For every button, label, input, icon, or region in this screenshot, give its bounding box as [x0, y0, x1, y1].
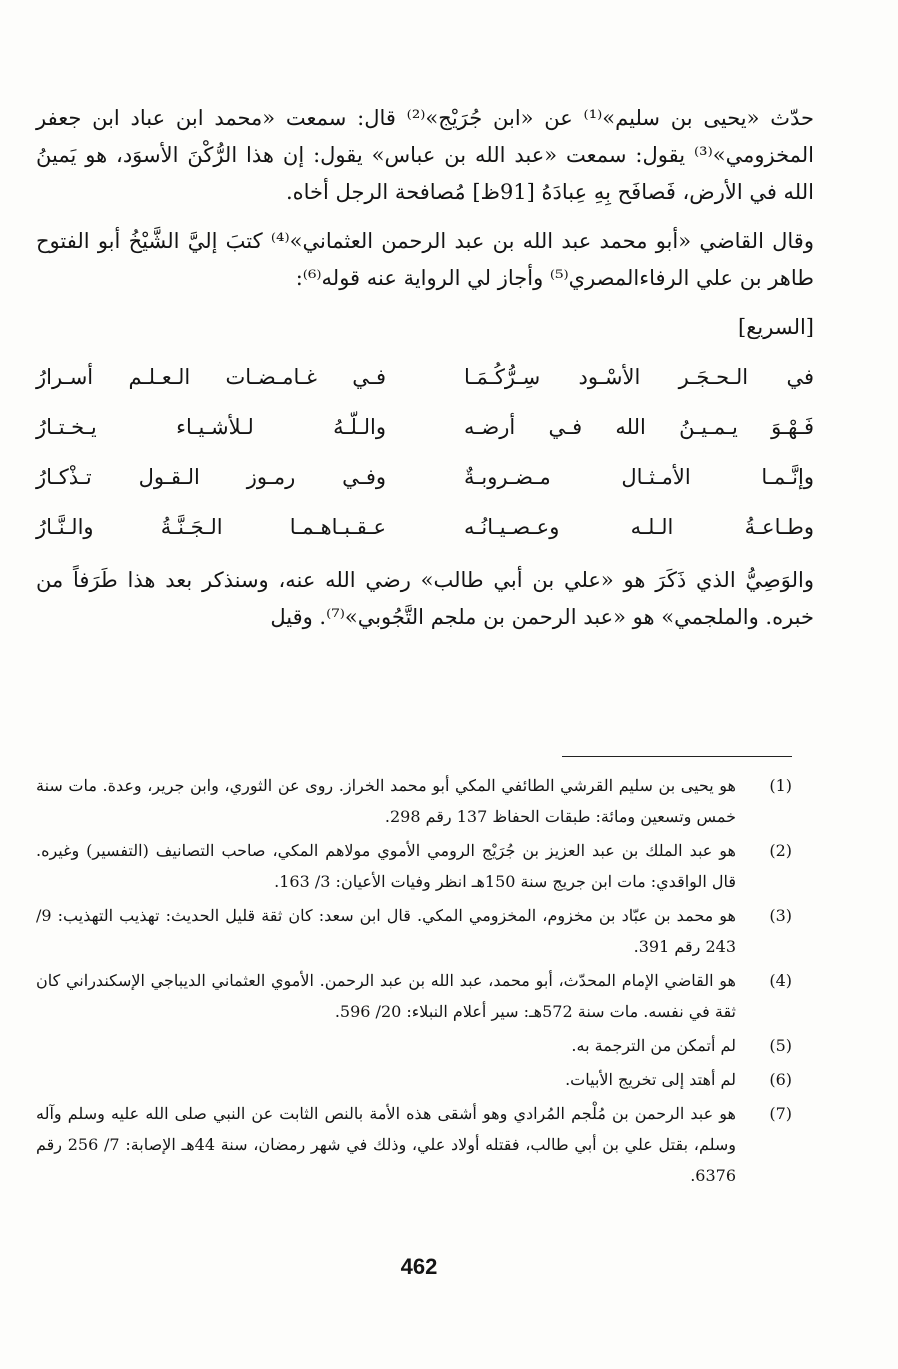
footnote-text: هو عبد الملك بن عبد العزيز بن جُرَيْج الرومي الأموي مولاهم المكي، صاحب التصانيف (التفسير) وغيره. قال الواقدي: مات ابن جريج سنة 150هـ انظر وفيات الأعيان: 3/ 163. — [36, 841, 736, 891]
footnote — [36, 965, 796, 1027]
verse-first-hemistich: وطـاعـةُ الـلـه وعـصـيـانُـه — [464, 515, 814, 539]
footnote-number: (5) — [769, 1036, 792, 1055]
footnote-text: هو عبد الرحمن بن مُلْجم المُرادي وهو أشقى هذه الأمة بالنص الثابت عن النبي صلى الله عليه وسلم وآله وسلم، بقتل علي بن أبي طالب، فقتله أولاد علي، وذلك في شهر رمضان، سنة 44هـ الإصابة: 7/ 256 رقم 6376. — [36, 1104, 737, 1185]
paragraph-3: والوَصِيُّ الذي ذَكَرَ هو «علي بن أبي طالب» رضي الله عنه، وسنذكر بعد هذا طَرَفاً من خبره. والملجمي» هو «عبد الرحمن بن ملجم التَّجُوبي»⁽⁷⁾. وقيل — [36, 568, 814, 629]
footnote-number: (7) — [769, 1104, 792, 1123]
footnote — [36, 1030, 796, 1061]
verse-second-hemistich: وفـي رمـوز الـقـول تـذْكـارُ — [36, 465, 386, 489]
footnote-text: هو محمد بن عبّاد بن مخزوم، المخزومي المكي. قال ابن سعد: كان ثقة قليل الحديث: تهذيب التهذيب: 9/ 243 رقم 391. — [36, 906, 736, 956]
poem-meter-label: [السريع] — [738, 315, 814, 339]
footnote-number: (6) — [769, 1070, 792, 1089]
paragraph-1: حدّث «يحيى بن سليم»⁽¹⁾ عن «ابن جُرَيْج»⁽²⁾ قال: سمعت «محمد ابن عباد ابن جعفر المخزومي»⁽³⁾ يقول: سمعت «عبد الله بن عباس» يقول: إن هذا الرُّكْنَ الأسوَد، هو يَمينُ الله في الأرض، فَصافَح بِهِ عِبادَهُ [91ظ] مُصافحة الرجل أخاه. — [36, 106, 814, 204]
footnote — [36, 1064, 796, 1095]
footnote — [36, 835, 796, 897]
footnote-number: (2) — [769, 841, 792, 860]
verse-second-hemistich: فـي غـامـضـات الـعـلـم أسـرارُ — [36, 365, 386, 389]
poem-verse — [36, 502, 814, 552]
verse-second-hemistich: والـلّـهُ لـلأشـيـاء يـخـتـارُ — [36, 415, 386, 439]
poem-verse — [36, 352, 814, 402]
footnote — [36, 770, 796, 832]
footnote — [36, 900, 796, 962]
paragraph-2: وقال القاضي «أبو محمد عبد الله بن عبد الرحمن العثماني»⁽⁴⁾ كتبَ إليَّ الشَّيْخُ أبو الفتوح طاهر بن علي الرفاءالمصري⁽⁵⁾ وأجاز لي الرواية عنه قوله⁽⁶⁾: — [36, 229, 814, 290]
poem-verse — [36, 452, 814, 502]
footnote-number: (1) — [769, 776, 792, 795]
verse-first-hemistich: وإنَّـمـا الأمـثـال مـضـروبـةٌ — [464, 465, 814, 489]
footnote-text: لم أتمكن من الترجمة به. — [571, 1036, 736, 1055]
footnote-text: هو يحيى بن سليم القرشي الطائفي المكي أبو محمد الخراز. روى عن الثوري، وابن جرير، وعدة. مات سنة خمس وتسعين ومائة: طبقات الحفاظ 137 رقم 298. — [36, 776, 736, 826]
footnotes — [36, 770, 796, 1194]
footnote-text: هو القاضي الإمام المحدّث، أبو محمد، عبد الله بن عبد الرحمن. الأموي العثماني الديباجي الإسكندراني كان ثقة في نفسه. مات سنة 572هـ: سير أعلام النبلاء: 20/ 596. — [36, 971, 736, 1021]
footnote-number: (4) — [769, 971, 792, 990]
footnote-divider — [562, 756, 792, 757]
verse-first-hemistich: فَـهْـوَ يـمـيـنُ الله فـي أرضـه — [464, 415, 814, 439]
page-number: 462 — [400, 1254, 438, 1279]
footnote-number: (3) — [769, 906, 792, 925]
footnote-text: لم أهتد إلى تخريج الأبيات. — [565, 1070, 736, 1089]
main-text — [36, 100, 814, 648]
footnote — [36, 1098, 796, 1191]
verse-second-hemistich: عـقـبـاهـمـا الـجَـنَّـةُ والـنَّـارُ — [36, 515, 386, 539]
poem-verse — [36, 402, 814, 452]
verse-first-hemistich: في الـحـجَـر الأسْـود سِـرُّكُـمَـا — [464, 365, 814, 389]
poem — [36, 352, 814, 552]
